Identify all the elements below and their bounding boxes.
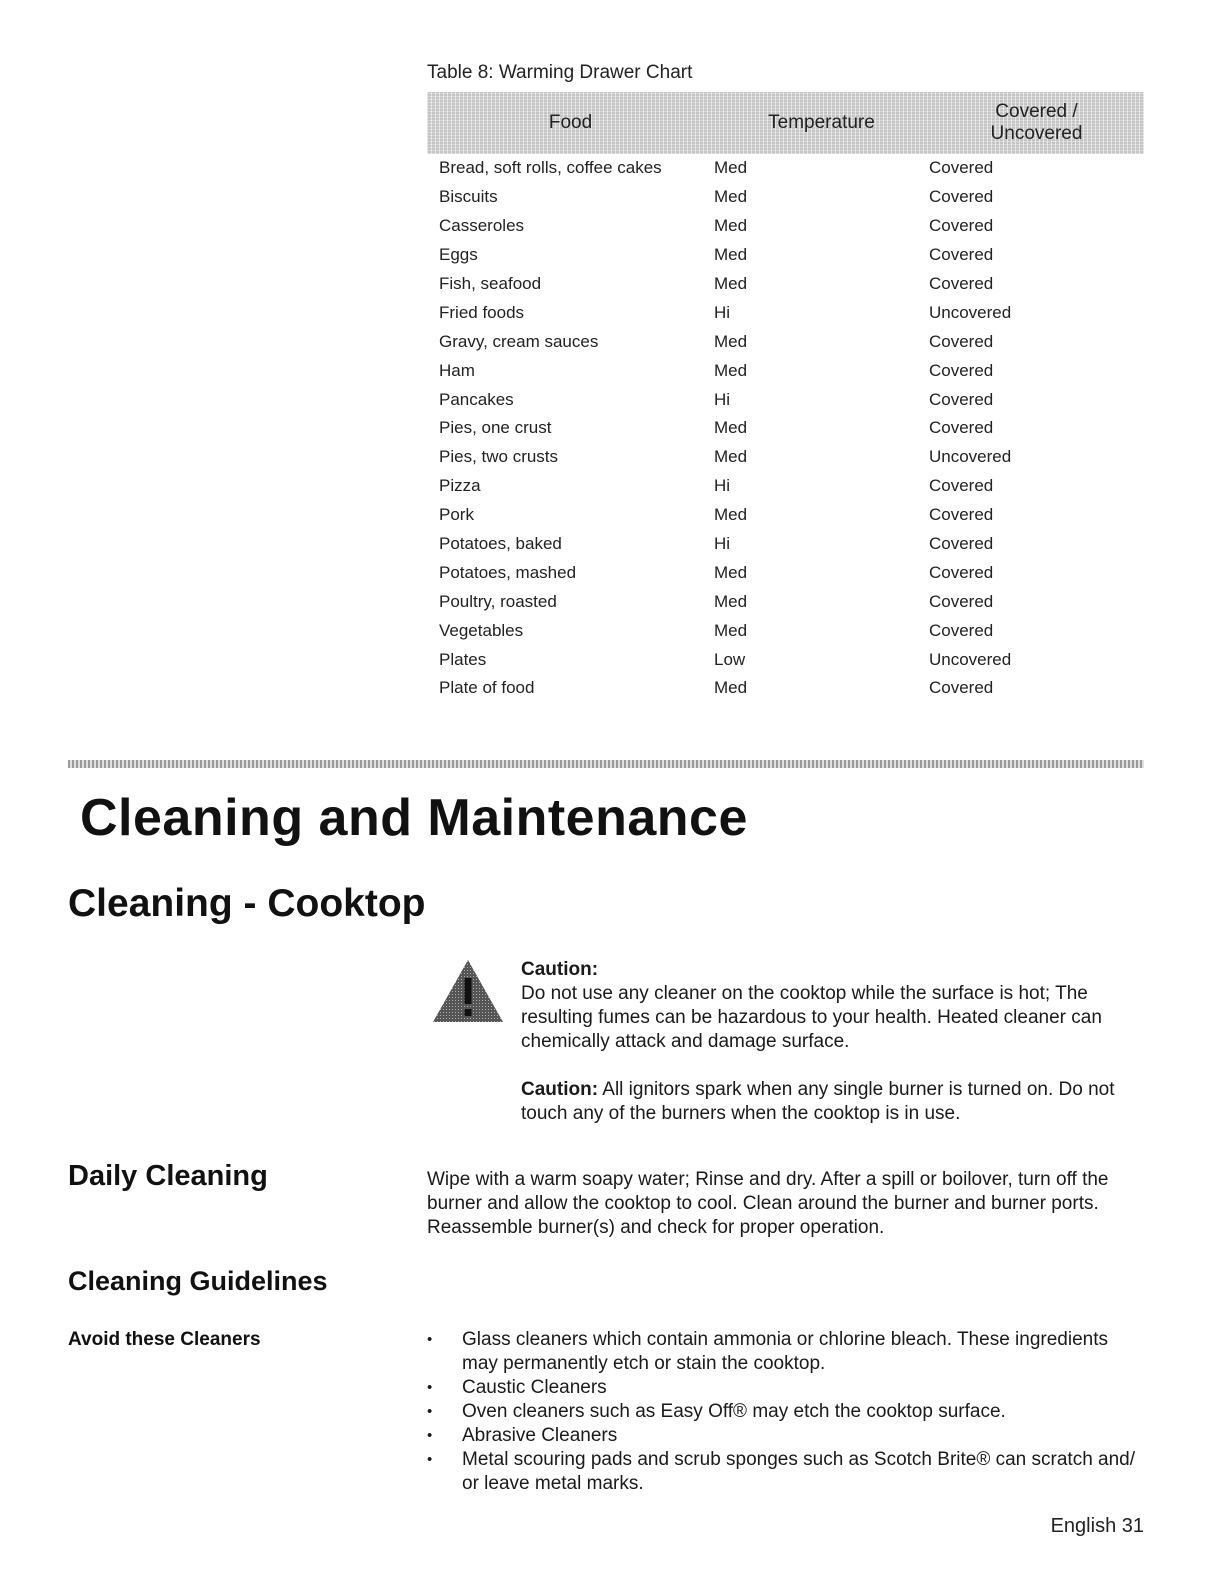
cell-food: Potatoes, baked [439, 534, 562, 554]
cell-food: Poultry, roasted [439, 591, 557, 611]
cell-food: Gravy, cream sauces [439, 331, 599, 351]
list-item: • Oven cleaners such as Easy Off® may etch the cooktop surface. [427, 1400, 1147, 1424]
cell-cover: Covered [929, 245, 994, 265]
cell-temperature: Med [714, 591, 748, 611]
cell-food: Pizza [439, 476, 481, 496]
daily-cleaning-text: Wipe with a warm soapy water; Rinse and dry. After a spill or boilover, turn off the burner and allow the cooktop to cool. Clean around the burner and burner ports. Reassemble burner(s) and check for proper operation. [427, 1169, 1109, 1238]
caution-title: Caution: [521, 1079, 599, 1100]
table-row [427, 472, 1144, 501]
cell-temperature: Low [714, 649, 746, 669]
cell-cover: Covered [929, 476, 994, 496]
cell-cover: Covered [929, 331, 994, 351]
table-row [427, 674, 1144, 703]
table-row [427, 558, 1144, 587]
cell-temperature: Med [714, 418, 748, 438]
table-row [427, 298, 1144, 327]
cell-food: Fish, seafood [439, 274, 542, 293]
cell-temperature: Med [714, 274, 748, 293]
section-title: Cleaning and Maintenance [80, 789, 748, 847]
table-row [427, 356, 1144, 385]
cell-cover: Covered [929, 274, 994, 293]
table-row [427, 154, 1144, 183]
header-covered [929, 92, 1144, 154]
warning-triangle-icon [431, 958, 505, 1024]
caution-title: Caution: [521, 959, 599, 980]
list-item: • Caustic Cleaners [427, 1376, 1147, 1400]
header-food: Food [548, 112, 593, 133]
cell-temperature: Med [714, 158, 748, 178]
cell-cover: Uncovered [929, 649, 1012, 669]
cell-food: Pork [439, 505, 474, 525]
cell-temperature: Med [714, 620, 748, 640]
avoid-cleaners-list [427, 1328, 1147, 1496]
cell-temperature: Med [714, 505, 748, 525]
cell-cover: Covered [929, 158, 994, 178]
cell-food: Bread, soft rolls, coffee cakes [439, 158, 662, 178]
cell-temperature: Med [714, 331, 748, 351]
cell-cover: Covered [929, 187, 994, 207]
table-row [427, 616, 1144, 645]
cell-temperature: Med [714, 562, 748, 582]
cell-cover: Covered [929, 389, 994, 409]
cell-food: Casseroles [439, 216, 525, 236]
table-row [427, 385, 1144, 414]
table-row [427, 327, 1144, 356]
cell-cover: Covered [929, 418, 994, 438]
subsection-title: Cleaning - Cooktop [68, 882, 426, 925]
cell-temperature: Hi [714, 302, 731, 322]
cell-temperature: Hi [714, 476, 731, 496]
cell-cover: Covered [929, 562, 994, 582]
table-row [427, 241, 1144, 270]
header-temperature: Temperature [768, 112, 875, 133]
list-item: • Abrasive Cleaners [427, 1424, 1147, 1448]
table-row [427, 270, 1144, 299]
cell-cover: Covered [929, 678, 994, 698]
cell-food: Plate of food [439, 678, 535, 698]
table-body [427, 154, 1144, 703]
caution-block [521, 958, 1146, 1054]
cell-cover: Uncovered [929, 447, 1012, 467]
page-footer: English 31 [1050, 1515, 1144, 1537]
caution-block-ignitors [521, 1078, 1146, 1126]
cell-temperature: Med [714, 678, 748, 698]
caution-text: Do not use any cleaner on the cooktop while the surface is hot; The resulting fumes can be hazardous to your health. Heated cleaner can chemically attack and damage surface. [521, 983, 1102, 1052]
cell-food: Pancakes [439, 389, 514, 409]
cell-cover: Covered [929, 534, 994, 554]
avoid-cleaners-heading: Avoid these Cleaners [68, 1329, 261, 1350]
cell-food: Fried foods [439, 302, 525, 322]
cell-temperature: Med [714, 245, 748, 265]
cell-food: Plates [439, 649, 487, 669]
table-row [427, 501, 1144, 530]
cell-food: Pies, one crust [439, 418, 552, 438]
cell-cover: Covered [929, 591, 994, 611]
cell-temperature: Med [714, 360, 748, 380]
cell-cover: Covered [929, 620, 994, 640]
cell-cover: Covered [929, 505, 994, 525]
cleaning-guidelines-heading: Cleaning Guidelines [68, 1266, 328, 1296]
cell-temperature: Med [714, 187, 748, 207]
table-row [427, 183, 1144, 212]
list-item: • Glass cleaners which contain ammonia or chlorine bleach. These ingredients may permanently etch or stain the cooktop. [427, 1328, 1147, 1376]
daily-cleaning-heading: Daily Cleaning [68, 1160, 268, 1192]
cell-temperature: Med [714, 447, 748, 467]
table-caption: Table 8: Warming Drawer Chart [427, 62, 693, 83]
table-header [427, 92, 1144, 154]
section-divider [68, 760, 1144, 768]
header-covered-line1: Covered / [995, 101, 1078, 122]
cell-food: Ham [439, 360, 475, 380]
table-row [427, 212, 1144, 241]
cell-cover: Covered [929, 360, 994, 380]
cell-cover: Uncovered [929, 302, 1012, 322]
cell-food: Biscuits [439, 187, 498, 207]
table-row [427, 530, 1144, 559]
table-row [427, 645, 1144, 674]
table-row [427, 443, 1144, 472]
cell-food: Potatoes, mashed [439, 562, 577, 582]
cell-temperature: Hi [714, 534, 731, 554]
table-row [427, 587, 1144, 616]
header-covered-line2: Uncovered [990, 123, 1083, 144]
cell-temperature: Hi [714, 389, 731, 409]
cell-temperature: Med [714, 216, 748, 236]
caution-text: All ignitors spark when any single burner is turned on. Do not touch any of the burners when the cooktop is in use. [521, 1079, 1115, 1124]
cell-food: Eggs [439, 245, 478, 265]
cell-food: Vegetables [439, 620, 524, 640]
table-row [427, 414, 1144, 443]
cell-cover: Covered [929, 216, 994, 236]
cell-food: Pies, two crusts [439, 447, 559, 467]
list-item: • Metal scouring pads and scrub sponges such as Scotch Brite® can scratch and/ or leave metal marks. [427, 1448, 1147, 1496]
